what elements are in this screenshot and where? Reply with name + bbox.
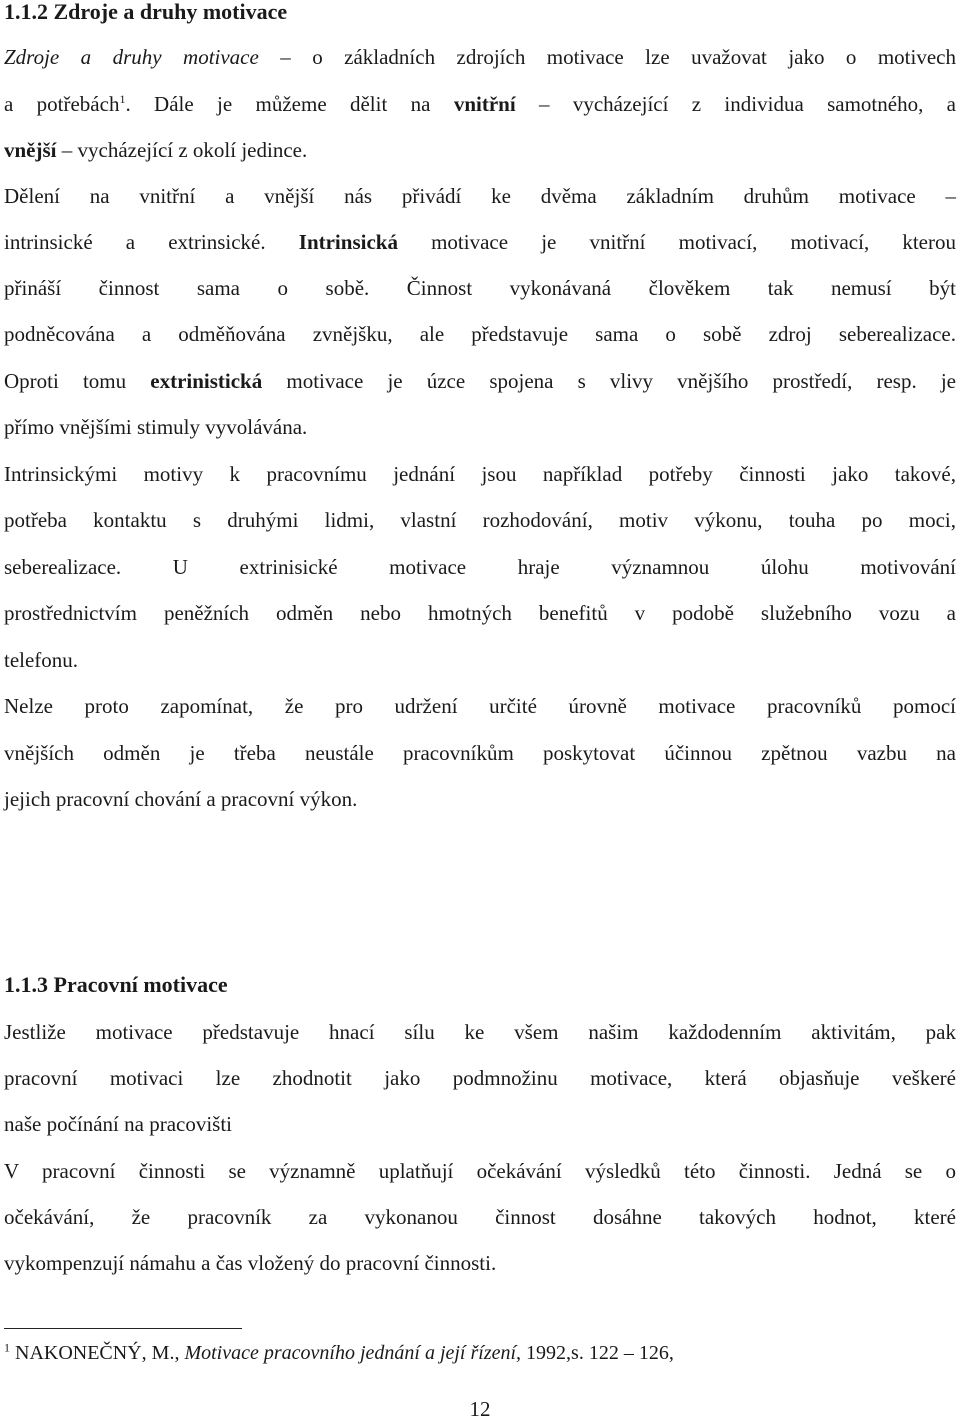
italic-term: Zdroje a druhy motivace [4,45,259,69]
paragraph-line: Jestliže motivace představuje hnací sílu ke všem našim každodenním aktivitám, pak [4,1020,956,1044]
footnote-mark: 1 [4,1340,10,1355]
paragraph-line: vykompenzují námahu a čas vložený do pracovní činnosti. [4,1251,497,1275]
bold-term: vnitřní [453,92,516,116]
paragraph-line: V pracovní činnosti se významně uplatňují očekávání výsledků této činnosti. Jedná se o [4,1159,956,1183]
footnote: $^1$ NAKONEČNÝ, M., Motivace pracovního jednání a její řízení, 1992,s. 122 – 126, [4,1340,674,1364]
paragraph-line: podněcována a odměňována zvnějšku, ale představuje sama o sobě zdroj seberealizace. [4,322,956,346]
footnote-separator [4,1328,242,1329]
paragraph-line: očekávání, že pracovník za vykonanou činnost dosáhne takových hodnot, které [4,1205,956,1229]
paragraph-line: vnější – vycházející z okolí jedince. [4,138,308,162]
paragraph-line: Zdroje a druhy motivace – o základních zdrojích motivace lze uvažovat jako o motivech [4,45,956,69]
paragraph-line: a potřebách$^1$. Dále je můžeme dělit na vnitřní – vycházející z individua samotného, a [4,92,956,116]
paragraph-line: Nelze proto zapomínat, že pro udržení určité úrovně motivace pracovníků pomocí [4,694,956,718]
paragraph-line: Dělení na vnitřní a vnější nás přivádí ke dvěma základním druhům motivace – [4,184,956,208]
paragraph-line: pracovní motivaci lze zhodnotit jako podmnožinu motivace, která objasňuje veškeré [4,1066,956,1090]
paragraph-line: seberealizace. U extrinisické motivace hraje významnou úlohu motivování [4,555,956,579]
footnote-title: Motivace pracovního jednání a její řízení, [184,1342,522,1364]
section-heading: 1.1.2 Zdroje a druhy motivace [4,0,288,24]
paragraph-line: intrinsické a extrinsické. Intrinsická motivace je vnitřní motivací, motivací, kterou [4,230,956,254]
paragraph-line: prostřednictvím peněžních odměn nebo hmotných benefitů v podobě služebního vozu a [4,601,956,625]
paragraph-line: vnějších odměn je třeba neustále pracovníkům poskytovat účinnou zpětnou vazbu na [4,741,956,765]
paragraph-line: telefonu. [4,648,79,672]
paragraph-line: přímo vnějšími stimuly vyvolávána. [4,415,308,439]
footnote-reference[interactable]: 1 [119,92,126,106]
paragraph-line: přináší činnost sama o sobě. Činnost vykonávaná člověkem tak nemusí být [4,276,956,300]
paragraph-line: potřeba kontaktu s druhými lidmi, vlastní rozhodování, motiv výkonu, touha po moci, [4,508,956,532]
bold-term: Intrinsická [298,230,398,254]
page-number: 12 [469,1397,491,1421]
paragraph-line: jejich pracovní chování a pracovní výkon. [4,787,358,811]
bold-term: extrinistická [150,369,263,393]
paragraph-line: Intrinsickými motivy k pracovnímu jednání jsou například potřeby činnosti jako takové, [4,462,956,486]
paragraph-line: Oproti tomu extrinistická motivace je úzce spojena s vlivy vnějšího prostředí, resp. je [4,369,956,393]
section-heading: 1.1.3 Pracovní motivace [4,972,228,997]
paragraph-line: naše počínání na pracovišti [4,1112,233,1136]
bold-term: vnější [4,138,57,162]
